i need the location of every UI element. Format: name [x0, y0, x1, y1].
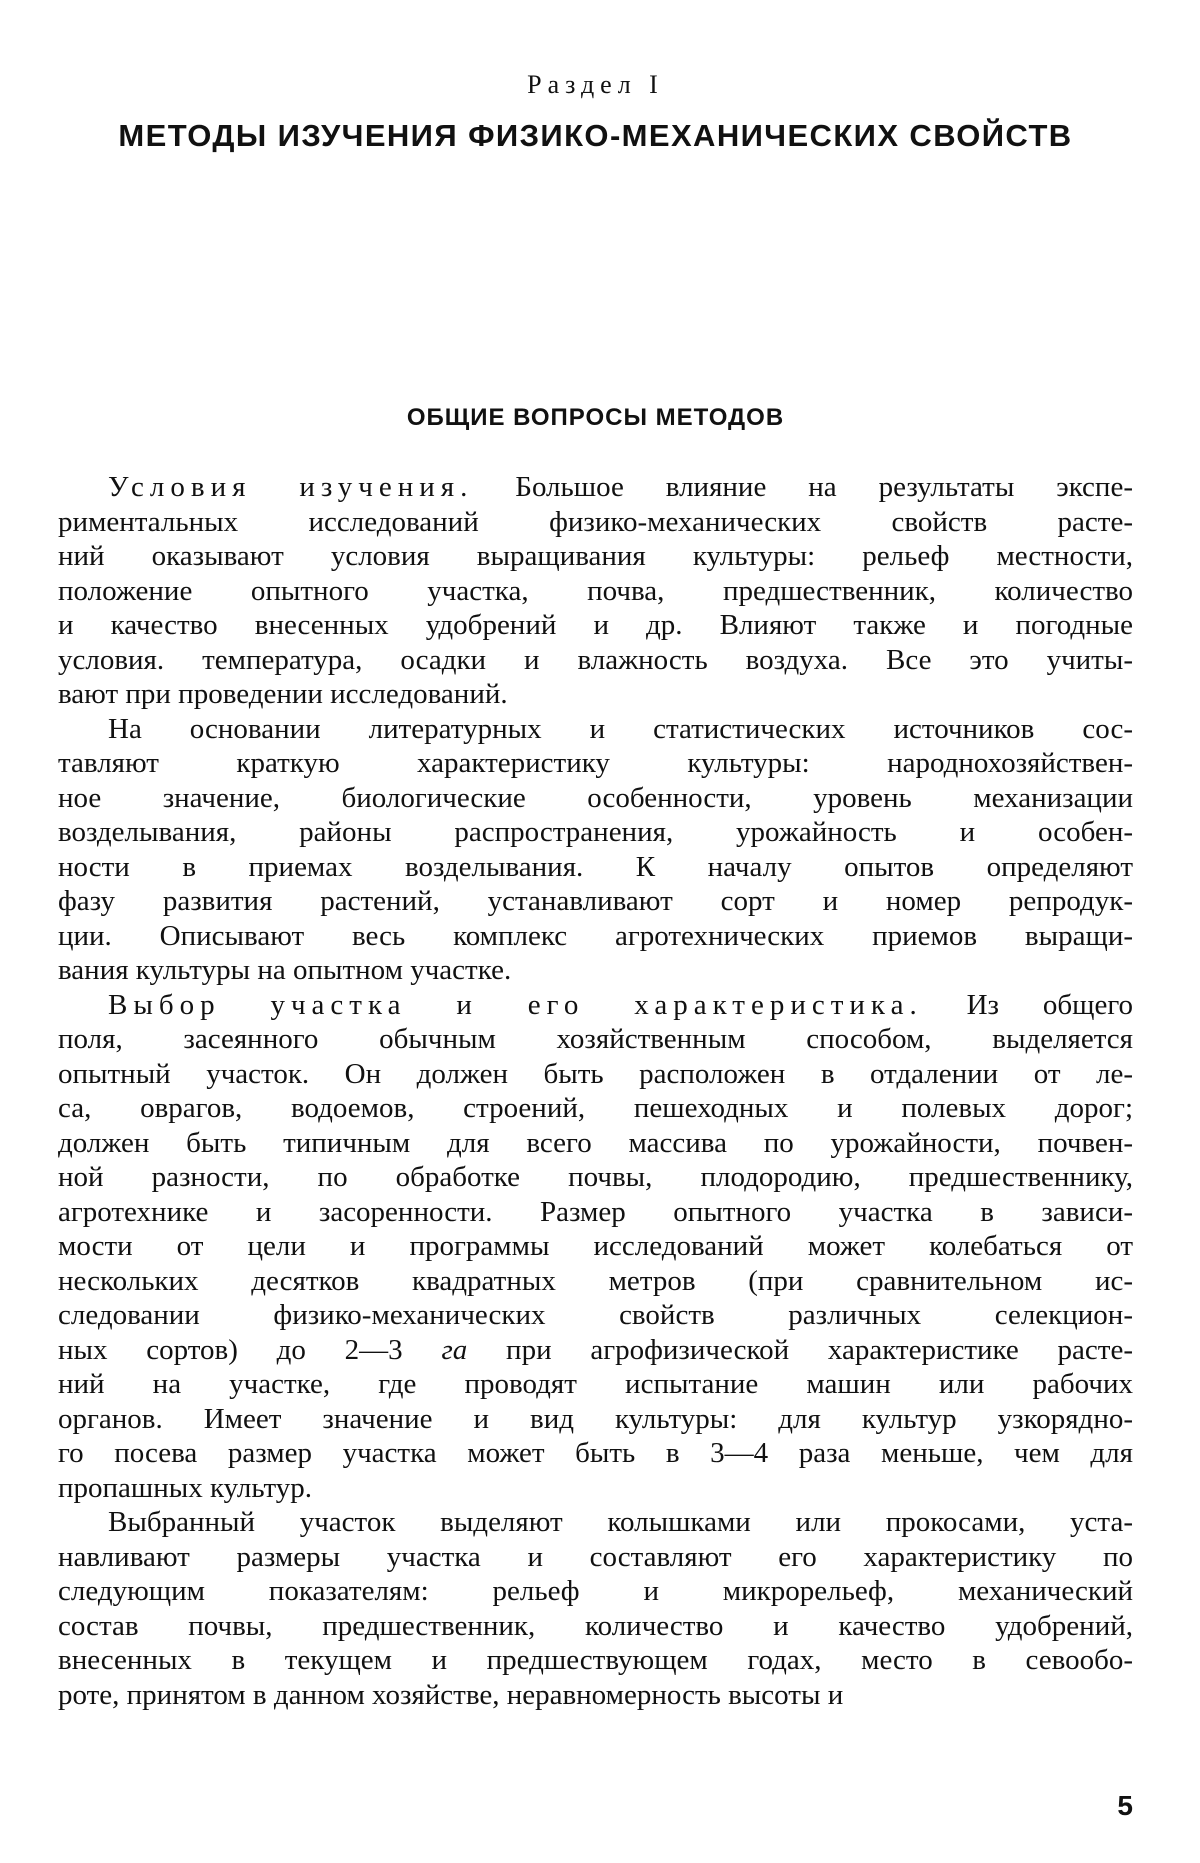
text-line	[58, 746, 1133, 781]
text-line	[58, 1367, 1133, 1402]
chapter-title: ОБЩИЕ ВОПРОСЫ МЕТОДОВ	[406, 404, 785, 431]
text-line	[58, 1678, 1133, 1713]
line-text: пропашных культур.	[58, 1471, 313, 1504]
text-line	[58, 988, 1133, 1023]
line-text: ний оказывают условия выращивания культуры: рельеф местности,	[58, 540, 1133, 572]
line-text: риментальных исследований физико-механических свойств расте-	[58, 505, 1133, 538]
paragraph	[58, 1505, 1133, 1712]
text-line	[58, 1126, 1133, 1161]
line-text: вают при проведении исследований.	[58, 678, 508, 710]
text-line	[58, 1091, 1133, 1126]
line-text: мости от цели и программы исследований может колебаться от	[58, 1230, 1133, 1262]
body-text	[58, 470, 1133, 1712]
line-text: вания культуры на опытном участке.	[58, 954, 512, 986]
text-line	[58, 1229, 1133, 1264]
line-text: положение опытного участка, почва, предшественник, количество	[58, 574, 1133, 607]
text-line	[58, 505, 1133, 540]
line-text: должен быть типичным для всего массива по урожайности, почвен-	[58, 1126, 1133, 1159]
part-title: МЕТОДЫ ИЗУЧЕНИЯ ФИЗИКО-МЕХАНИЧЕСКИХ СВОЙСТВ	[118, 118, 1073, 153]
text-line	[58, 1022, 1133, 1057]
paragraph	[58, 712, 1133, 988]
line-text: органов. Имеет значение и вид культуры: для культур узкорядно-	[58, 1402, 1133, 1435]
text-line	[58, 1195, 1133, 1230]
line-text: тавляют краткую характеристику культуры: народнохозяйствен-	[58, 747, 1133, 779]
line-text: навливают размеры участка и составляют его характеристику по	[58, 1540, 1133, 1573]
text-line	[58, 1160, 1133, 1195]
text-line	[58, 1402, 1133, 1437]
line-text: роте, принятом в данном хозяйстве, неравномерность высоты и	[58, 1678, 844, 1711]
line-text: ное значение, биологические особенности, уровень механизации	[58, 781, 1133, 814]
text-line	[58, 1057, 1133, 1092]
paragraph	[58, 470, 1133, 712]
line-text: ности в приемах возделывания. К началу опытов определяют	[58, 850, 1133, 883]
text-line	[58, 470, 1133, 505]
section-label: Раздел I	[527, 70, 664, 99]
line-text: Выбранный участок выделяют колышками или прокосами, уста-	[108, 1506, 1133, 1538]
text-line	[58, 1574, 1133, 1609]
text-line	[58, 850, 1133, 885]
line-text: фазу развития растений, устанавливают сорт и номер репродук-	[58, 885, 1133, 917]
run-in-heading: Условия изучения.	[108, 471, 474, 503]
text-line	[58, 884, 1133, 919]
line-text: Большое влияние на результаты экспе-	[473, 471, 1133, 503]
line-text: ний на участке, где проводят испытание машин или рабочих	[58, 1368, 1133, 1400]
text-line	[58, 1436, 1133, 1471]
line-text: состав почвы, предшественник, количество и качество удобрений,	[58, 1609, 1133, 1642]
text-line	[58, 1505, 1133, 1540]
text-line	[58, 781, 1133, 816]
page-number: 5	[1117, 1790, 1133, 1821]
text-line	[58, 712, 1133, 747]
line-text: внесенных в текущем и предшествующем годах, место в севообо-	[58, 1644, 1133, 1676]
line-text: На основании литературных и статистических источников сос-	[108, 712, 1133, 745]
line-text: го посева размер участка может быть в 3—4 раза меньше, чем для	[58, 1437, 1133, 1469]
text-line	[58, 574, 1133, 609]
text-line	[58, 1264, 1133, 1299]
text-line	[58, 643, 1133, 678]
line-text: ции. Описывают весь комплекс агротехнических приемов выращи-	[58, 919, 1133, 952]
line-text: са, оврагов, водоемов, строений, пешеходных и полевых дорог;	[58, 1092, 1133, 1124]
run-in-heading: Выбор участка и его характеристика.	[108, 988, 923, 1021]
text-line	[58, 608, 1133, 643]
text-line	[58, 1298, 1133, 1333]
line-text: поля, засеянного обычным хозяйственным способом, выделяется	[58, 1023, 1133, 1055]
text-line	[58, 815, 1133, 850]
line-text: Из общего	[922, 988, 1134, 1021]
line-text: ной разности, по обработке почвы, плодородию, предшественнику,	[58, 1161, 1133, 1193]
unit-italic: га	[441, 1333, 468, 1366]
text-line	[58, 1609, 1133, 1644]
line-text: агротехнике и засоренности. Размер опытного участка в зависи-	[58, 1195, 1133, 1228]
line-text: и качество внесенных удобрений и др. Влияют также и погодные	[58, 609, 1133, 641]
text-line	[58, 1643, 1133, 1678]
line-text: следовании физико-механических свойств различных селекцион-	[58, 1299, 1133, 1331]
text-line	[58, 539, 1133, 574]
text-line	[58, 919, 1133, 954]
text-line	[58, 953, 1133, 988]
text-line	[58, 1333, 1133, 1368]
line-text: условия. температура, осадки и влажность воздуха. Все это учиты-	[58, 643, 1133, 676]
line-text: нескольких десятков квадратных метров (при сравнительном ис-	[58, 1264, 1133, 1297]
line-text: при агрофизической характеристике расте-	[467, 1333, 1133, 1366]
paragraph	[58, 988, 1133, 1506]
line-text: следующим показателям: рельеф и микрорельеф, механический	[58, 1575, 1133, 1607]
text-line	[58, 1471, 1133, 1506]
line-text-pre: ных сортов) до 2—3	[58, 1333, 442, 1366]
text-line	[58, 677, 1133, 712]
line-text: опытный участок. Он должен быть расположен в отдалении от ле-	[58, 1057, 1133, 1090]
text-line	[58, 1540, 1133, 1575]
book-page	[58, 0, 1133, 1863]
line-text: возделывания, районы распространения, урожайность и особен-	[58, 816, 1133, 848]
